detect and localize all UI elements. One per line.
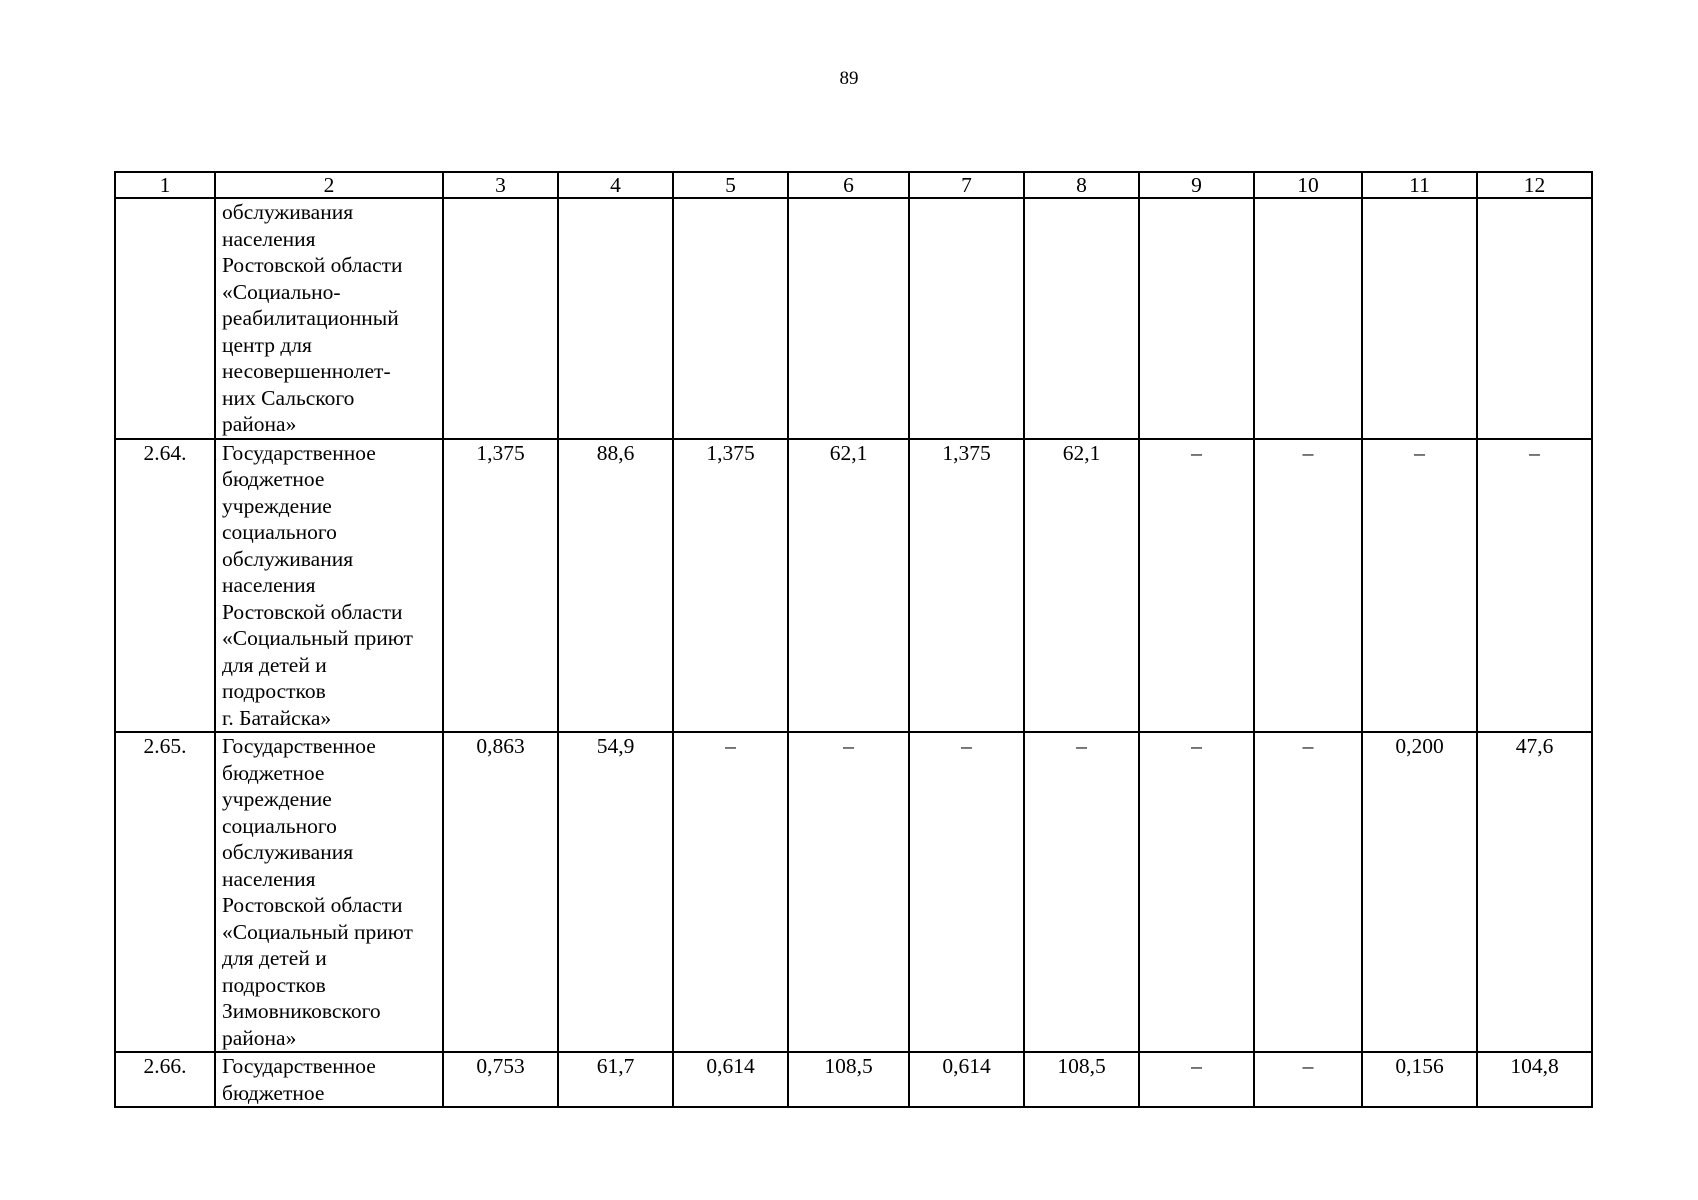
value-cell: 88,6	[558, 439, 673, 733]
value-cell: 62,1	[788, 439, 909, 733]
value-cell: –	[1139, 732, 1254, 1052]
column-header: 12	[1477, 172, 1592, 198]
value-cell: 108,5	[788, 1052, 909, 1107]
table-row	[115, 198, 1592, 439]
table-row	[115, 732, 1592, 1052]
value-cell	[788, 198, 909, 439]
value-cell: 0,156	[1362, 1052, 1477, 1107]
value-cell: –	[1139, 1052, 1254, 1107]
value-cell	[558, 198, 673, 439]
institution-name: Государственное бюджетное	[215, 1052, 443, 1107]
value-cell	[1024, 198, 1139, 439]
column-header: 4	[558, 172, 673, 198]
column-header: 7	[909, 172, 1024, 198]
value-cell: –	[909, 732, 1024, 1052]
column-header: 8	[1024, 172, 1139, 198]
value-cell: 0,614	[673, 1052, 788, 1107]
value-cell: 1,375	[673, 439, 788, 733]
institution-name: обслуживания населения Ростовской области «Социально- реабилитационный центр для несовершеннолет- них Сальского района»	[215, 198, 443, 439]
row-number: 2.64.	[115, 439, 215, 733]
value-cell: 1,375	[909, 439, 1024, 733]
column-header: 1	[115, 172, 215, 198]
value-cell: 104,8	[1477, 1052, 1592, 1107]
value-cell	[1139, 198, 1254, 439]
value-cell: 0,863	[443, 732, 558, 1052]
column-header: 9	[1139, 172, 1254, 198]
table-row	[115, 439, 1592, 733]
row-number: 2.66.	[115, 1052, 215, 1107]
value-cell: 0,614	[909, 1052, 1024, 1107]
value-cell	[673, 198, 788, 439]
value-cell: –	[1254, 1052, 1362, 1107]
value-cell	[1362, 198, 1477, 439]
page-number: 89	[839, 68, 859, 89]
value-cell	[1254, 198, 1362, 439]
value-cell: 0,753	[443, 1052, 558, 1107]
value-cell: –	[1254, 732, 1362, 1052]
value-cell: –	[1024, 732, 1139, 1052]
column-header: 3	[443, 172, 558, 198]
value-cell	[443, 198, 558, 439]
value-cell: 47,6	[1477, 732, 1592, 1052]
column-header: 6	[788, 172, 909, 198]
institution-name: Государственное бюджетное учреждение социального обслуживания населения Ростовской области «Социальный приют для детей и подростков Зимовниковского района»	[215, 732, 443, 1052]
value-cell: –	[1362, 439, 1477, 733]
row-number: 2.65.	[115, 732, 215, 1052]
institution-name: Государственное бюджетное учреждение социального обслуживания населения Ростовской области «Социальный приют для детей и подростков г. Батайска»	[215, 439, 443, 733]
header-row	[115, 172, 1592, 198]
value-cell: –	[1139, 439, 1254, 733]
value-cell: 54,9	[558, 732, 673, 1052]
column-header: 5	[673, 172, 788, 198]
value-cell: –	[673, 732, 788, 1052]
value-cell: 62,1	[1024, 439, 1139, 733]
value-cell: 108,5	[1024, 1052, 1139, 1107]
value-cell: –	[1254, 439, 1362, 733]
value-cell: 1,375	[443, 439, 558, 733]
value-cell: 61,7	[558, 1052, 673, 1107]
column-header: 10	[1254, 172, 1362, 198]
value-cell	[909, 198, 1024, 439]
column-header: 2	[215, 172, 443, 198]
data-table	[114, 171, 1593, 1108]
row-number	[115, 198, 215, 439]
value-cell: –	[1477, 439, 1592, 733]
value-cell: –	[788, 732, 909, 1052]
table-row	[115, 1052, 1592, 1107]
column-header: 11	[1362, 172, 1477, 198]
value-cell	[1477, 198, 1592, 439]
value-cell: 0,200	[1362, 732, 1477, 1052]
